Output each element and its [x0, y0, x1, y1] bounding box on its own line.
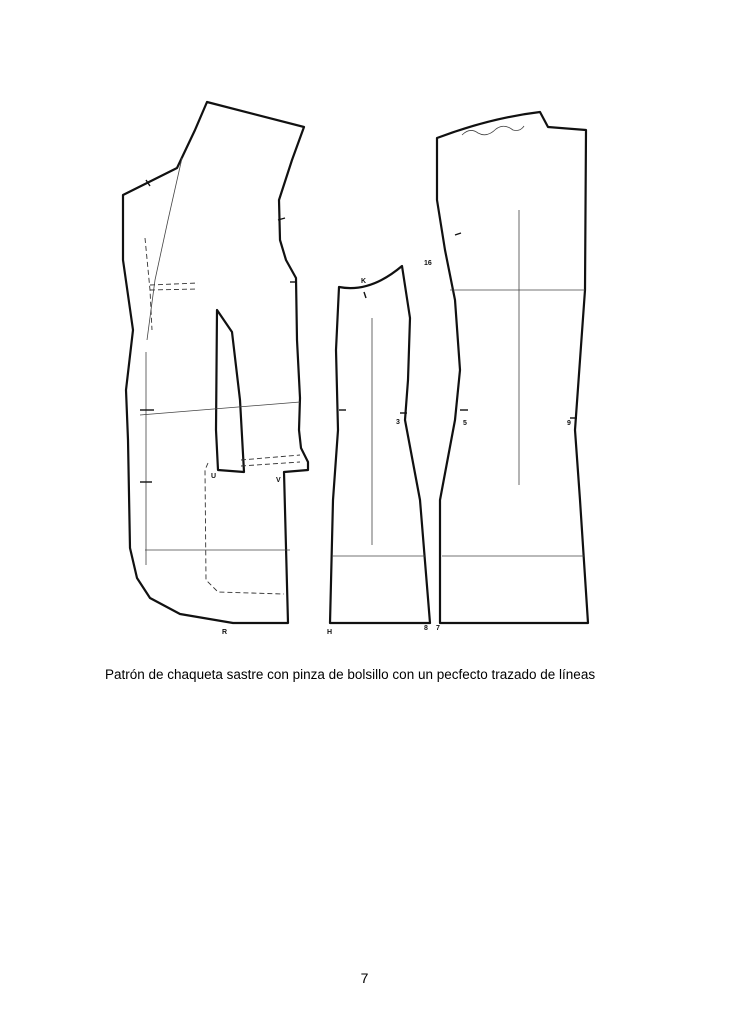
- point-label-3: 3: [396, 419, 400, 426]
- point-label-h: H: [327, 629, 333, 636]
- point-label-k: K: [361, 278, 367, 285]
- point-label-r: R: [222, 629, 228, 636]
- front-panel: [123, 102, 308, 636]
- figure-caption: Patrón de chaqueta sastre con pinza de bolsillo con un pecfecto trazado de líneas: [105, 667, 596, 682]
- front-waist-line: [140, 402, 300, 415]
- point-label-9: 9: [567, 420, 571, 427]
- lapel-dashed-line: [145, 238, 152, 330]
- back-panel-outline: [437, 112, 588, 623]
- point-label-16: 16: [424, 260, 432, 267]
- point-label-5: 5: [463, 420, 467, 427]
- breast-pocket-dashes: [150, 283, 198, 290]
- front-dart-outline: [216, 310, 244, 472]
- side-top-notch: [364, 292, 366, 298]
- side-panel-outline: [330, 266, 430, 623]
- point-label-8: 8: [424, 625, 428, 632]
- point-label-v: V: [276, 477, 281, 484]
- page-number: 7: [360, 970, 369, 986]
- point-label-7: 7: [436, 625, 440, 632]
- point-label-u: U: [211, 473, 217, 480]
- side-panel: [327, 266, 430, 636]
- back-panel: [424, 112, 588, 632]
- pocket-flap-dashes: [205, 463, 284, 594]
- back-armhole-notch: [455, 233, 461, 235]
- lapel-roll-line: [147, 158, 182, 340]
- front-waist-dashes: [241, 455, 300, 466]
